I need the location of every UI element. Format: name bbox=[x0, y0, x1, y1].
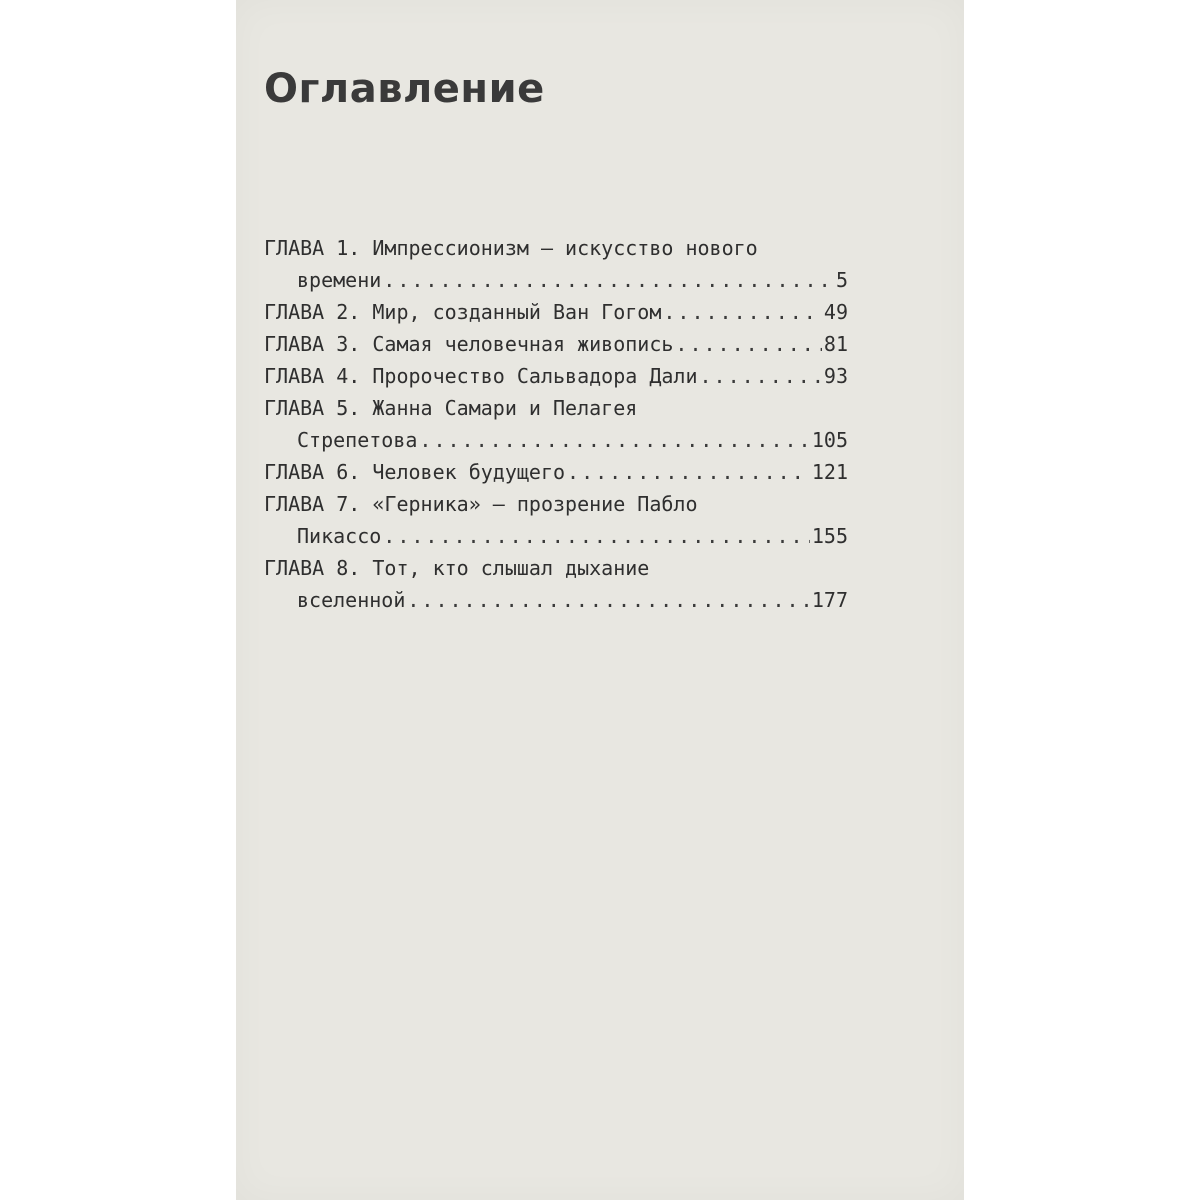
page-number: 49 bbox=[823, 300, 848, 324]
toc-entry-chapter-7[interactable] bbox=[264, 488, 848, 552]
dot-leader bbox=[675, 328, 822, 360]
toc-entry-chapter-6[interactable] bbox=[264, 456, 848, 488]
chapter-label: ГЛАВА 6. bbox=[264, 460, 361, 484]
chapter-title: Тот, кто слышал дыхание bbox=[372, 556, 650, 580]
page-number: 105 bbox=[811, 428, 848, 452]
chapter-label: ГЛАВА 2. bbox=[264, 300, 361, 324]
toc-line bbox=[264, 360, 848, 392]
dot-leader bbox=[383, 264, 834, 296]
table-of-contents bbox=[264, 232, 848, 616]
toc-entry-chapter-3[interactable] bbox=[264, 328, 848, 360]
toc-line bbox=[264, 584, 848, 616]
toc-entry-chapter-2[interactable] bbox=[264, 296, 848, 328]
chapter-title: Импрессионизм — искусство нового bbox=[372, 236, 758, 260]
toc-entry-chapter-4[interactable] bbox=[264, 360, 848, 392]
chapter-title: Жанна Самари и Пелагея bbox=[372, 396, 638, 420]
page-number: 5 bbox=[835, 268, 848, 292]
dot-leader bbox=[567, 456, 810, 488]
chapter-label: ГЛАВА 1. bbox=[264, 236, 361, 260]
dot-leader bbox=[407, 584, 810, 616]
chapter-title: Человек будущего bbox=[372, 460, 566, 484]
toc-line bbox=[264, 328, 848, 360]
chapter-title: Пророчество Сальвадора Дали bbox=[372, 364, 698, 388]
toc-line bbox=[264, 232, 848, 264]
toc-line bbox=[264, 424, 848, 456]
chapter-title-continued: времени bbox=[297, 268, 382, 292]
page-number: 81 bbox=[823, 332, 848, 356]
toc-line bbox=[264, 456, 848, 488]
chapter-label: ГЛАВА 4. bbox=[264, 364, 361, 388]
dot-leader bbox=[699, 360, 821, 392]
page-title: Оглавление bbox=[264, 66, 545, 112]
chapter-title: «Герника» — прозрение Пабло bbox=[372, 492, 698, 516]
dot-leader bbox=[663, 296, 822, 328]
toc-line bbox=[264, 264, 848, 296]
dot-leader bbox=[383, 520, 810, 552]
chapter-label: ГЛАВА 5. bbox=[264, 396, 361, 420]
toc-entry-chapter-1[interactable] bbox=[264, 232, 848, 296]
chapter-title-continued: вселенной bbox=[297, 588, 406, 612]
dot-leader bbox=[419, 424, 809, 456]
page-number: 93 bbox=[823, 364, 848, 388]
toc-entry-chapter-8[interactable] bbox=[264, 552, 848, 616]
chapter-label: ГЛАВА 3. bbox=[264, 332, 361, 356]
toc-line bbox=[264, 392, 848, 424]
book-page bbox=[236, 0, 964, 1200]
page-number: 121 bbox=[811, 460, 848, 484]
toc-line bbox=[264, 296, 848, 328]
chapter-title: Мир, созданный Ван Гогом bbox=[372, 300, 662, 324]
toc-line bbox=[264, 552, 848, 584]
chapter-label: ГЛАВА 8. bbox=[264, 556, 361, 580]
chapter-title-continued: Пикассо bbox=[297, 524, 382, 548]
toc-entry-chapter-5[interactable] bbox=[264, 392, 848, 456]
chapter-title-continued: Стрепетова bbox=[297, 428, 418, 452]
page-number: 177 bbox=[811, 588, 848, 612]
toc-line bbox=[264, 488, 848, 520]
chapter-title: Самая человечная живопись bbox=[372, 332, 674, 356]
chapter-label: ГЛАВА 7. bbox=[264, 492, 361, 516]
toc-line bbox=[264, 520, 848, 552]
page-number: 155 bbox=[811, 524, 848, 548]
